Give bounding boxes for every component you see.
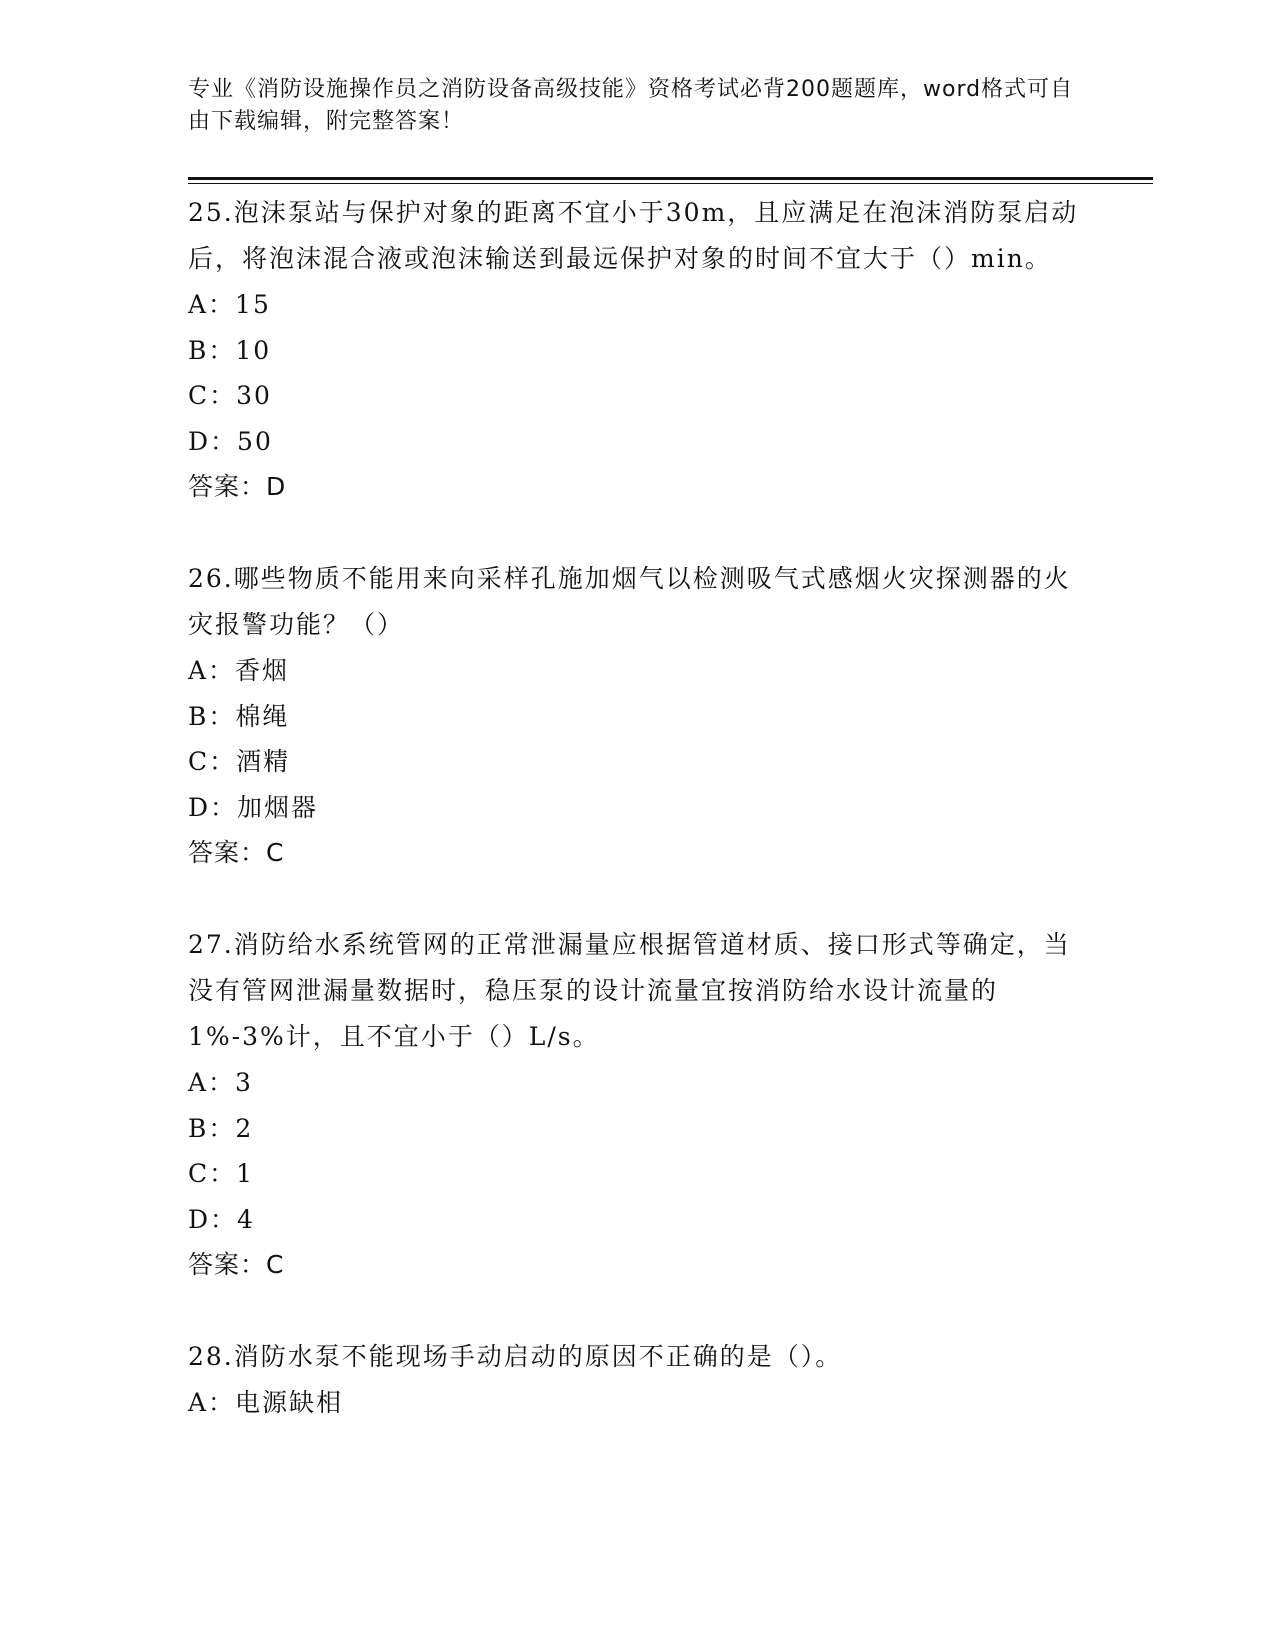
question-stem: 27.消防给水系统管网的正常泄漏量应根据管道材质、接口形式等确定，当没有管网泄漏量数据时，稳压泵的设计流量宜按消防给水设计流量的1%-3%计，且不宜小于（）L/s。	[188, 930, 1071, 1051]
document-header: 专业《消防设施操作员之消防设备高级技能》资格考试必背200题题库，word格式可自由下载编辑，附完整答案！	[188, 77, 1074, 134]
option-d: D：加烟器	[188, 792, 319, 822]
question-stem: 25.泡沫泵站与保护对象的距离不宜小于30m，且应满足在泡沫消防泵启动后，将泡沫混合液或泡沫输送到最远保护对象的时间不宜大于（）min。	[188, 198, 1079, 273]
answer-line: 答案：C	[188, 838, 285, 867]
option-c: C：酒精	[188, 747, 291, 776]
option-a: A：电源缺相	[188, 1388, 344, 1417]
answer-line: 答案：D	[188, 472, 287, 501]
option-b: B：10	[188, 335, 272, 365]
option-d: D：50	[188, 426, 273, 456]
header-divider-thick	[188, 177, 1153, 180]
option-a: A：15	[188, 290, 271, 319]
option-c: C：30	[188, 381, 272, 410]
option-b: B：2	[188, 1113, 254, 1143]
option-d: D：4	[188, 1204, 255, 1234]
option-a: A：香烟	[188, 656, 290, 685]
question-list	[188, 190, 1088, 1472]
option-c: C：1	[188, 1159, 255, 1188]
header-divider-thin	[188, 183, 1153, 184]
question-28	[188, 1334, 1088, 1426]
answer-line: 答案：C	[188, 1250, 285, 1279]
question-27	[188, 922, 1088, 1288]
question-26	[188, 556, 1088, 876]
option-b: B：棉绳	[188, 701, 290, 731]
option-a: A：3	[188, 1068, 253, 1097]
question-stem: 26.哪些物质不能用来向采样孔施加烟气以检测吸气式感烟火灾探测器的火灾报警功能？（）	[188, 564, 1071, 639]
question-25	[188, 190, 1088, 510]
question-stem: 28.消防水泵不能现场手动启动的原因不正确的是（）。	[188, 1342, 843, 1371]
